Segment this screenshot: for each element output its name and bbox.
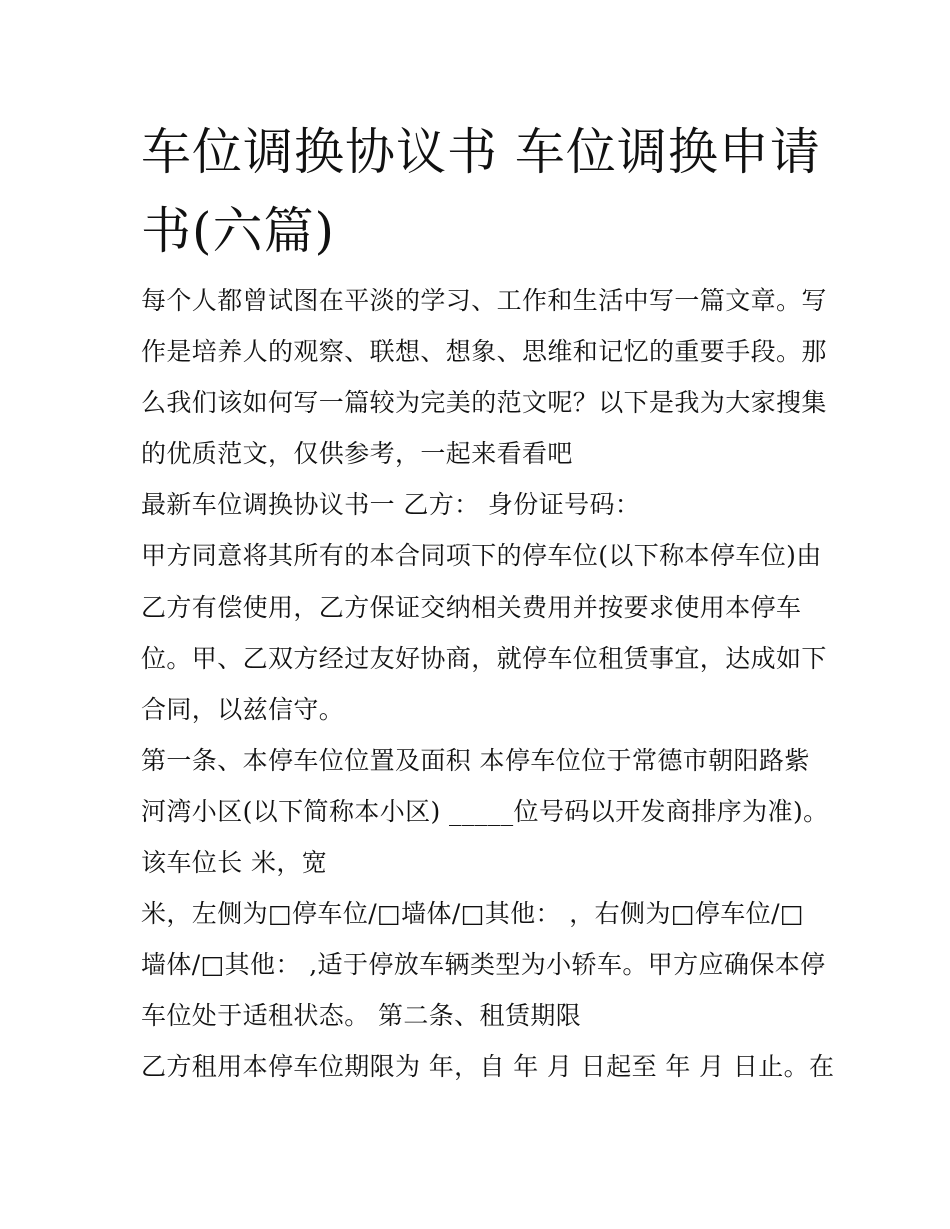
- title-line: 书(六篇): [141, 202, 336, 260]
- body-line: 乙方租用本停车位期限为 年，自 年 月 日起至 年 月 日止。在: [141, 1052, 835, 1082]
- body-line: 第一条、本停车位位置及面积 本停车位位于常德市朝阳路紫: [141, 745, 810, 775]
- document-body: [141, 275, 835, 1093]
- body-line: 车位处于适租状态。 第二条、租赁期限: [141, 1001, 582, 1031]
- body-line: 最新车位调换协议书一 乙方： 身份证号码：: [141, 490, 641, 520]
- body-line: 作是培养人的观察、联想、想象、思维和记忆的重要手段。那: [141, 337, 827, 367]
- body-line: 米，左侧为□停车位/□墙体/□其他： ，右侧为□停车位/□: [141, 899, 804, 929]
- body-line: 河湾小区(以下简称本小区) _____位号码以开发商排序为准)。: [141, 796, 829, 826]
- body-line: 位。甲、乙双方经过友好协商，就停车位租赁事宜，达成如下: [141, 643, 827, 673]
- body-line: 墙体/□其他： ,适于停放车辆类型为小轿车。甲方应确保本停: [141, 950, 826, 980]
- body-line: 每个人都曾试图在平淡的学习、工作和生活中写一篇文章。写: [141, 286, 827, 315]
- document-title: [141, 113, 821, 271]
- body-line: 么我们该如何写一篇较为完美的范文呢？以下是我为大家搜集: [141, 388, 827, 418]
- body-line: 合同，以兹信守。: [141, 694, 345, 724]
- body-line: 甲方同意将其所有的本合同项下的停车位(以下称本停车位)由: [141, 541, 822, 571]
- body-line: 的优质范文，仅供参考，一起来看看吧: [141, 439, 573, 469]
- title-line: 车位调换协议书 车位调换申请: [141, 123, 821, 181]
- body-line: 乙方有偿使用，乙方保证交纳相关费用并按要求使用本停车: [141, 592, 802, 622]
- body-line: 该车位长 米，宽: [141, 848, 328, 878]
